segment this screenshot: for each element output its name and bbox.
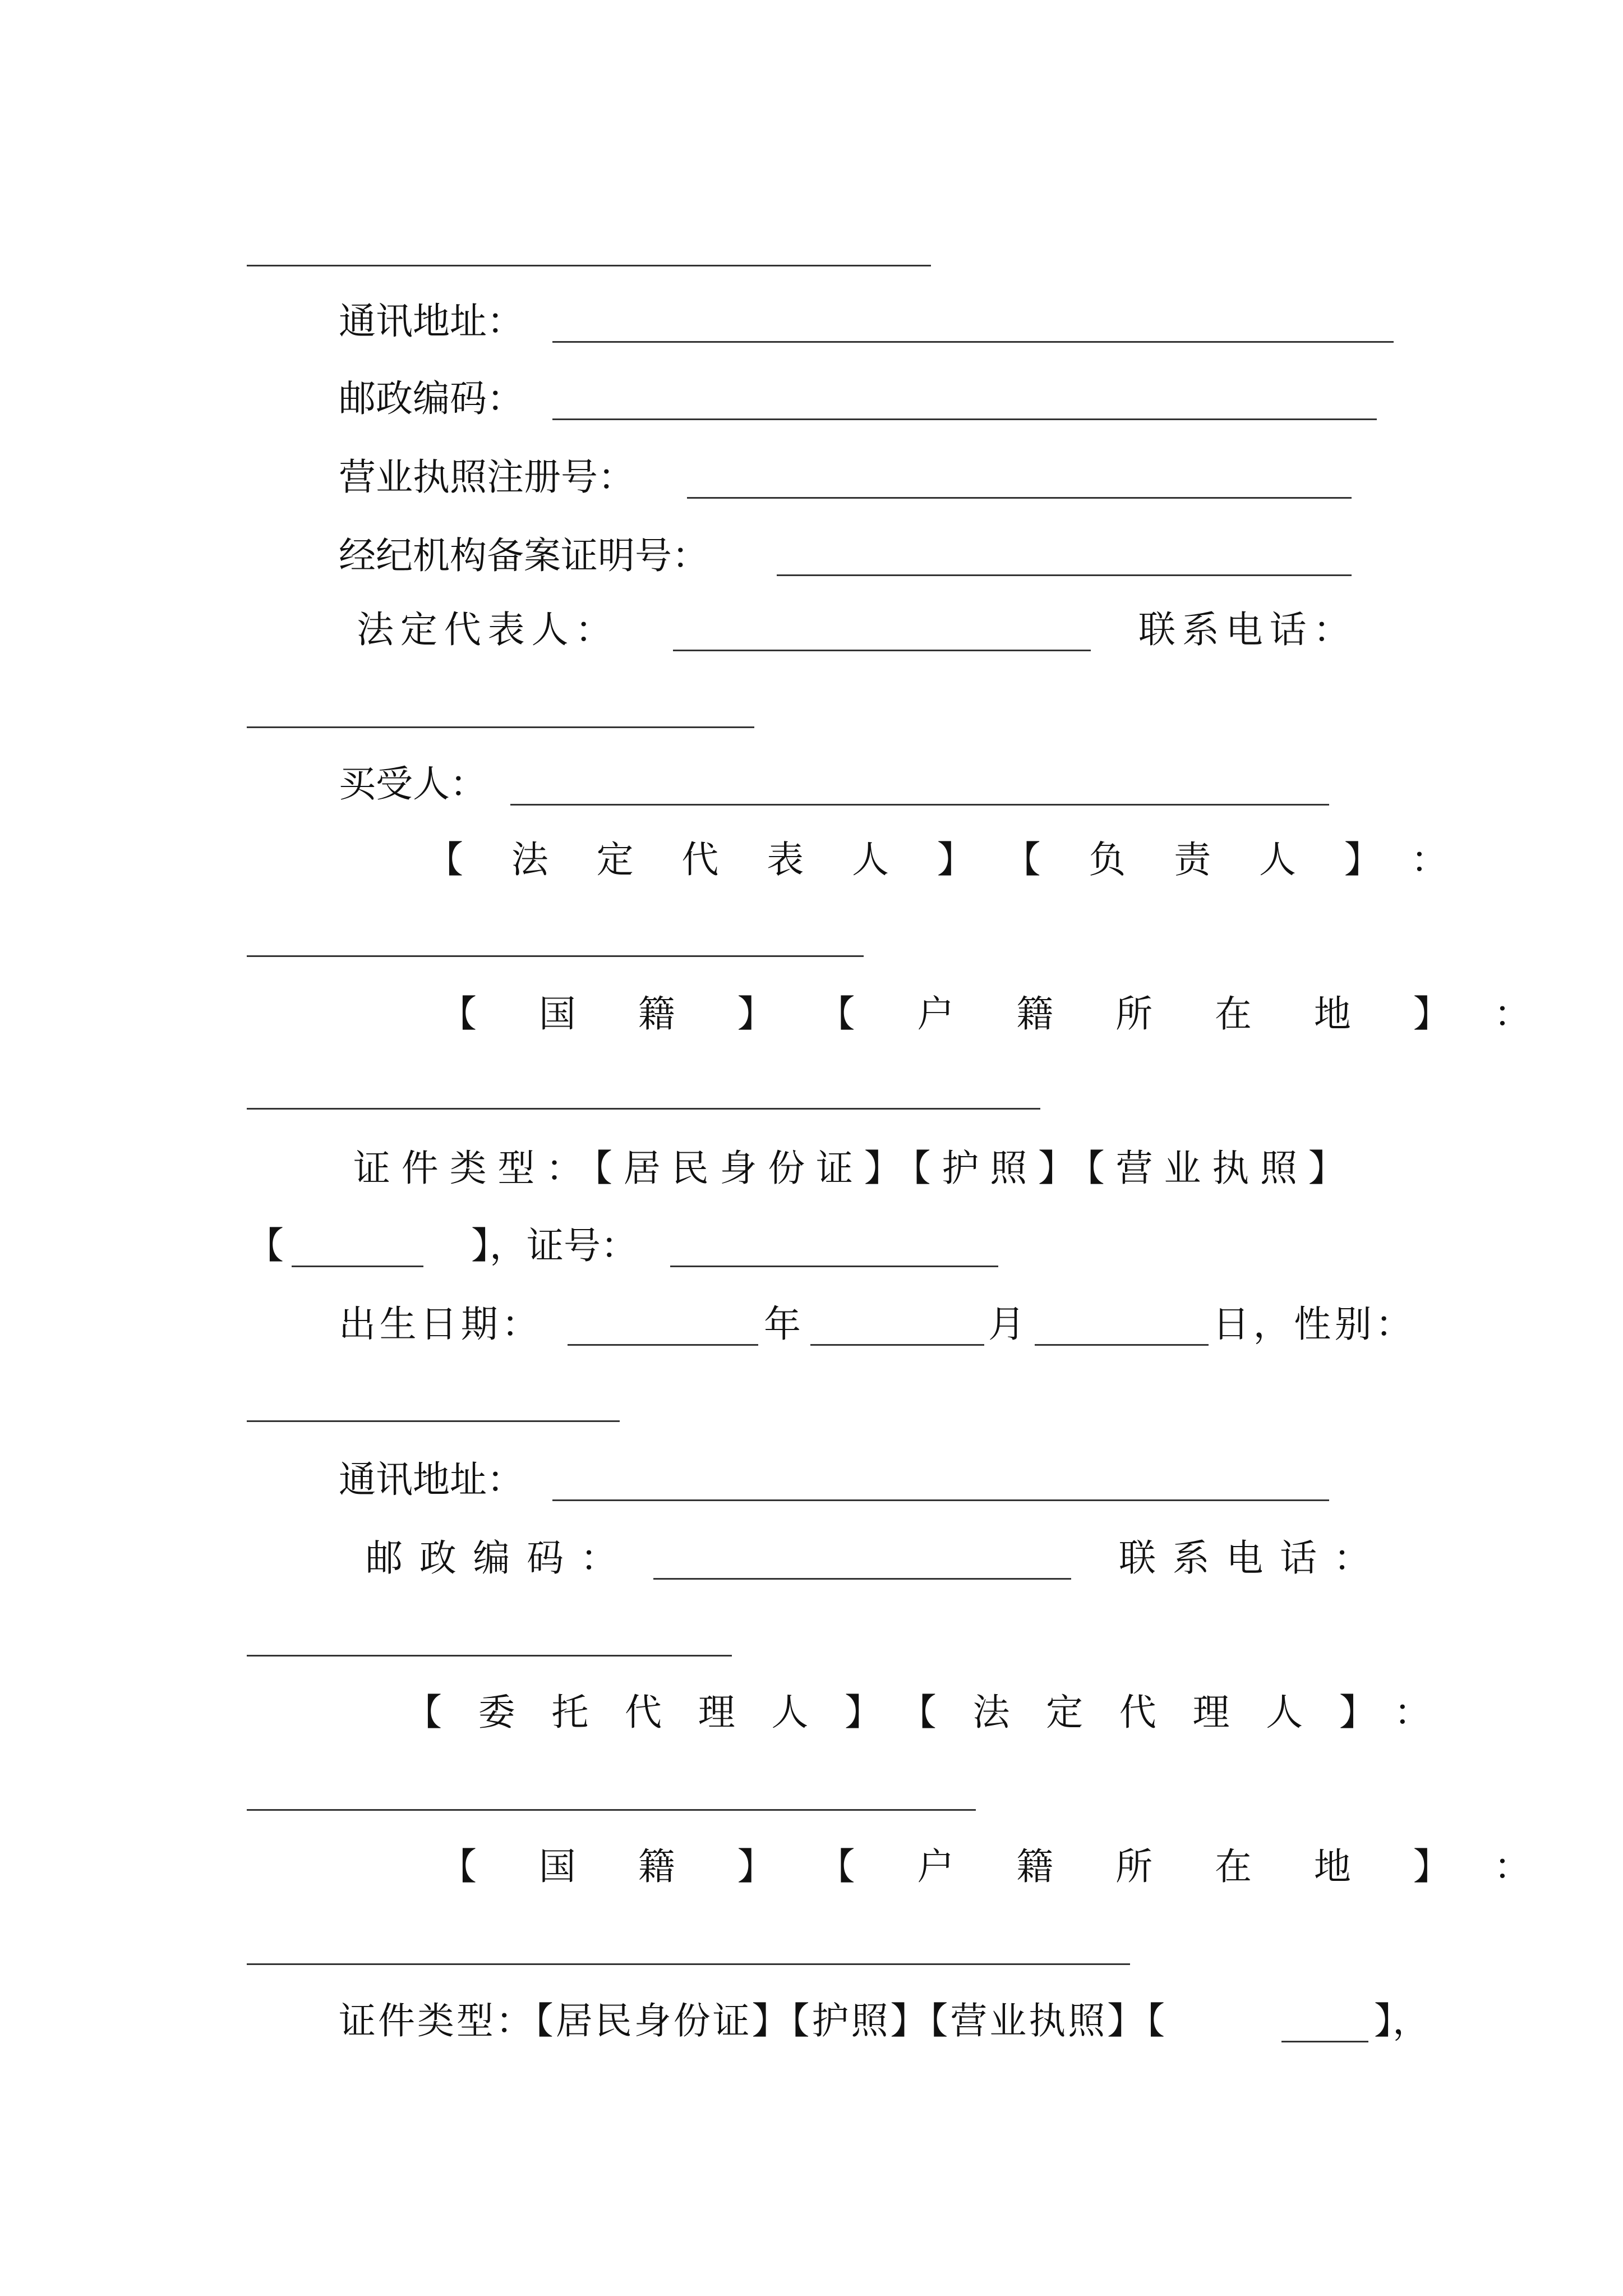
agent-field[interactable] xyxy=(247,1809,976,1811)
buyer-nationality-field[interactable] xyxy=(247,1108,1040,1110)
buyer-field[interactable] xyxy=(510,804,1329,806)
license-number-label: 营业执照注册号： xyxy=(339,455,635,499)
seller-phone-field[interactable] xyxy=(247,726,754,728)
blank-line[interactable] xyxy=(247,265,931,266)
agent-nationality-label: 【国籍】【户籍所在地】： xyxy=(440,1845,1593,1888)
agent-id-other-field[interactable] xyxy=(1281,2041,1368,2042)
buyer-gender-field[interactable] xyxy=(247,1420,620,1422)
agent-nationality-field[interactable] xyxy=(247,1963,1130,1965)
birth-day-gender-label: 日，性别： xyxy=(1212,1303,1416,1346)
buyer-id-other-field[interactable] xyxy=(292,1266,423,1267)
birth-year-field[interactable] xyxy=(568,1344,758,1346)
seller-postal-field[interactable] xyxy=(552,418,1377,420)
buyer-id-other-open: 【 xyxy=(247,1224,284,1267)
agent-id-type-label: 证件类型：【居民身份证】【护照】【营业执照】【 xyxy=(339,1999,1168,2042)
buyer-postal-field[interactable] xyxy=(653,1578,1071,1580)
buyer-rep-label: 【法定代表人】【负责人】： xyxy=(426,838,1496,881)
seller-address-field[interactable] xyxy=(552,341,1394,343)
seller-postal-label: 邮政编码： xyxy=(339,377,524,420)
agency-record-label: 经纪机构备案证明号： xyxy=(339,534,709,577)
legal-rep-label: 法定代表人： xyxy=(357,608,619,651)
buyer-phone-field[interactable] xyxy=(247,1655,732,1657)
buyer-phone-label: 联系电话： xyxy=(1119,1536,1387,1580)
buyer-id-number-field[interactable] xyxy=(670,1266,998,1267)
buyer-nationality-label: 【国籍】【户籍所在地】： xyxy=(440,992,1593,1036)
birth-month-field[interactable] xyxy=(810,1344,984,1346)
buyer-birth-label: 出生日期： xyxy=(339,1303,542,1346)
legal-rep-field[interactable] xyxy=(673,650,1091,651)
buyer-address-label: 通讯地址： xyxy=(339,1458,524,1501)
seller-address-label: 通讯地址： xyxy=(339,300,524,343)
agent-id-type-close: 】， xyxy=(1374,1999,1430,2042)
birth-month-unit: 月 xyxy=(988,1303,1025,1346)
birth-day-field[interactable] xyxy=(1035,1344,1209,1346)
buyer-postal-label: 邮政编码： xyxy=(366,1536,634,1580)
buyer-id-type-label: 证件类型：【居民身份证】【护照】【营业执照】 xyxy=(353,1147,1357,1190)
agent-label: 【委托代理人】【法定代理人】： xyxy=(405,1691,1468,1734)
birth-year-unit: 年 xyxy=(764,1303,801,1346)
buyer-label: 买受人： xyxy=(339,762,487,806)
license-number-field[interactable] xyxy=(687,497,1352,499)
seller-phone-label: 联系电话： xyxy=(1138,608,1357,651)
buyer-address-field[interactable] xyxy=(552,1499,1329,1501)
agency-record-field[interactable] xyxy=(777,574,1352,576)
buyer-rep-field[interactable] xyxy=(247,955,864,957)
buyer-id-number-label: 】，证号： xyxy=(471,1224,638,1267)
